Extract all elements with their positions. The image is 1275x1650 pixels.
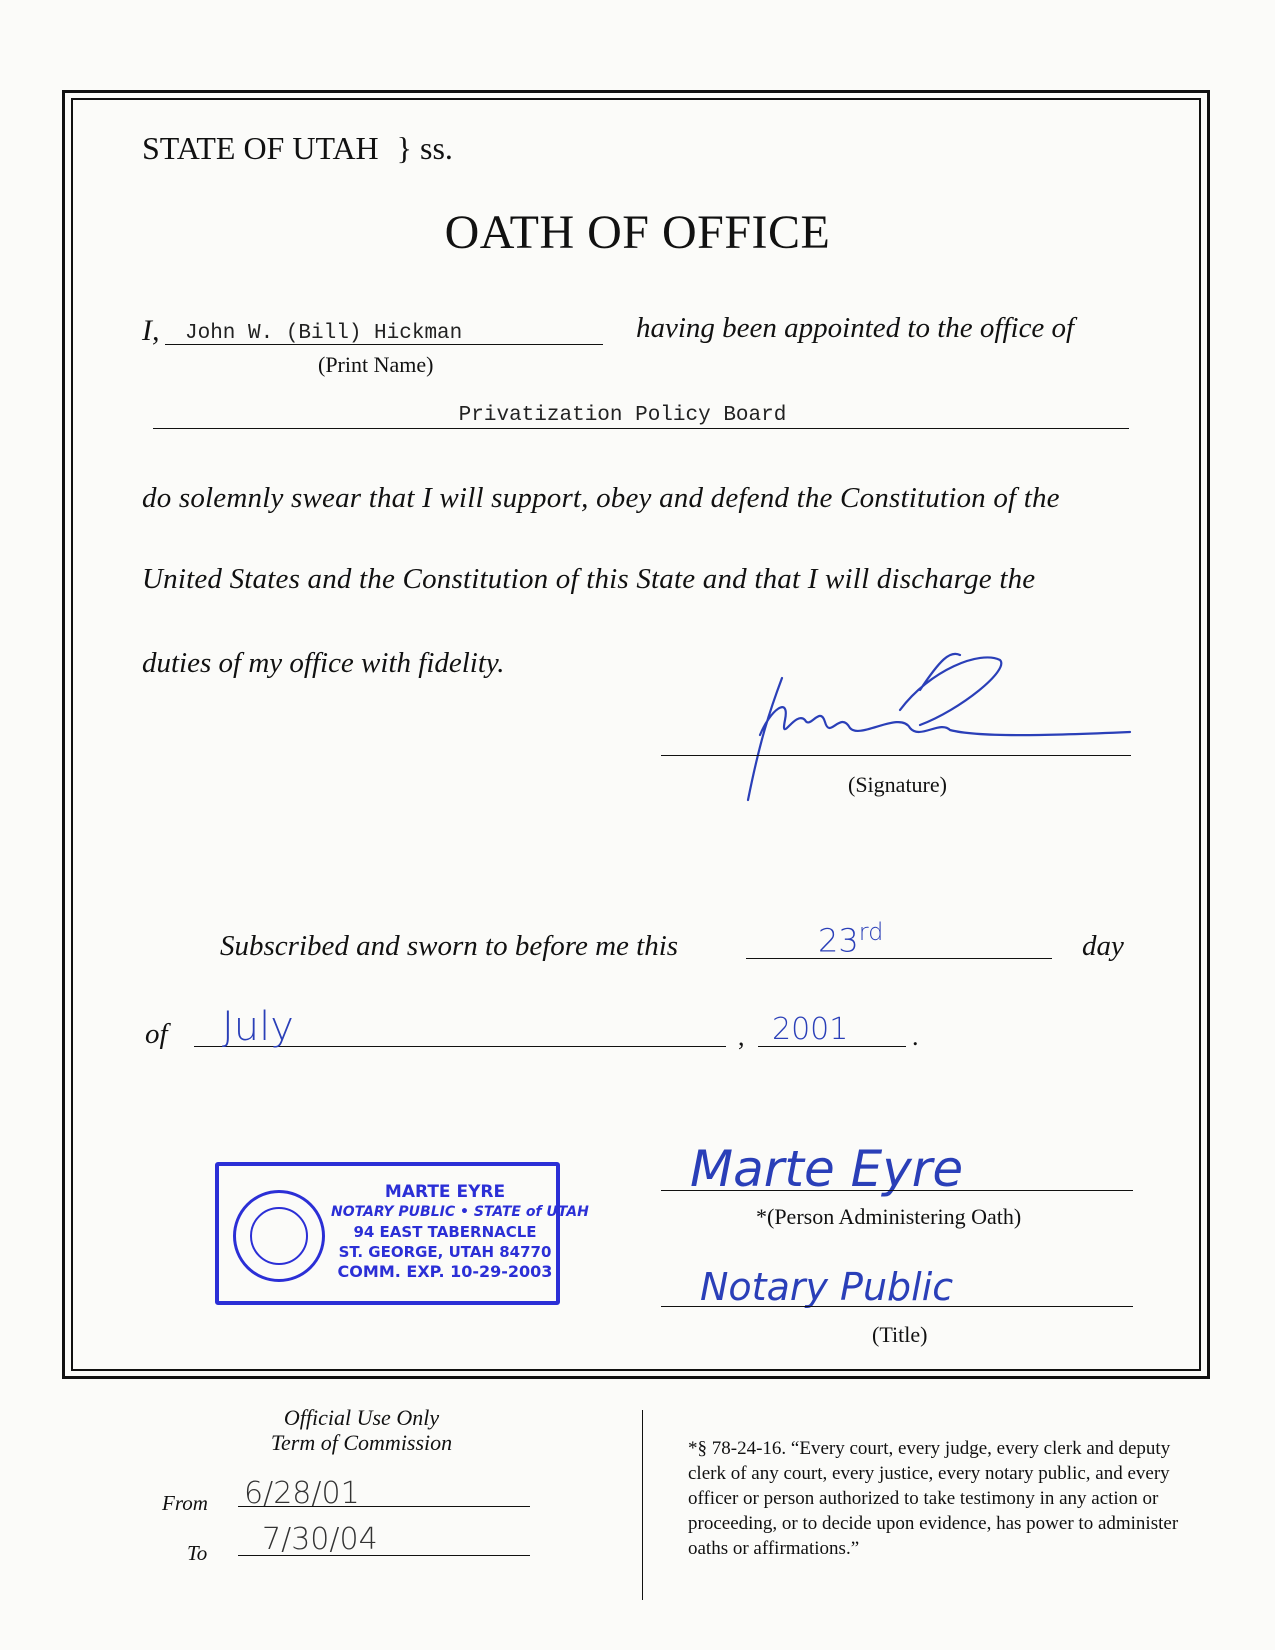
administrator-line[interactable] xyxy=(661,1180,1133,1191)
footer-divider xyxy=(642,1410,643,1600)
title-caption: (Title) xyxy=(872,1322,928,1347)
year-period: . xyxy=(912,1022,919,1051)
subscribed-text: Subscribed and sworn to before me this xyxy=(220,930,679,962)
stamp-line: COMM. EXP. 10-29-2003 xyxy=(337,1262,553,1281)
i-prefix: I, xyxy=(142,314,160,347)
of-word: of xyxy=(145,1018,168,1050)
stamp-line: 94 EAST TABERNACLE xyxy=(353,1223,537,1241)
signature-line[interactable] xyxy=(661,745,1131,756)
administrator-handwritten-title: Notary Public xyxy=(700,1265,954,1309)
to-label: To xyxy=(187,1541,208,1565)
stamp-line: ST. GEORGE, UTAH 84770 xyxy=(338,1243,552,1261)
from-value: 6/28/01 xyxy=(244,1476,360,1511)
month-value: July xyxy=(222,1004,294,1050)
title-line[interactable] xyxy=(661,1296,1133,1307)
ss-label: } ss. xyxy=(396,130,453,166)
state-label: STATE OF UTAH xyxy=(142,130,379,166)
day-word: day xyxy=(1082,930,1124,962)
stamp-line: MARTE EYRE xyxy=(384,1182,506,1202)
to-value: 7/30/04 xyxy=(262,1522,378,1557)
print-name-value: John W. (Bill) Hickman xyxy=(185,322,463,345)
state-seal xyxy=(233,1190,325,1282)
oath-line-1: do solemnly swear that I will support, obey and defend the Constitution of the xyxy=(142,482,1060,514)
oath-line-3: duties of my office with fidelity. xyxy=(142,647,505,679)
signature-caption: (Signature) xyxy=(848,772,947,797)
day-number: 23 xyxy=(818,921,859,960)
year-value: 2001 xyxy=(772,1012,849,1047)
official-use-heading: Official Use Only xyxy=(283,1405,440,1430)
from-label: From xyxy=(162,1491,208,1515)
month-comma: , xyxy=(738,1022,745,1051)
day-line[interactable] xyxy=(746,928,1052,959)
state-seal-center xyxy=(250,1207,308,1265)
document-title: OATH OF OFFICE xyxy=(444,206,831,259)
stamp-text xyxy=(331,1182,589,1282)
notary-stamp xyxy=(215,1162,589,1305)
statute-text: *§ 78-24-16. “Every court, every judge, every clerk and deputy clerk of any court, every justice, every notary public, and every officer or person authorized to take testimony in any action or proceeding, or to decide upon evidence, has power to administer oaths or affirmations.” xyxy=(688,1438,1179,1559)
print-name-caption: (Print Name) xyxy=(318,352,434,377)
term-heading: Term of Commission xyxy=(270,1430,453,1455)
state-heading xyxy=(142,130,453,167)
day-suffix: rd xyxy=(858,918,884,946)
administrator-caption: *(Person Administering Oath) xyxy=(756,1204,1022,1229)
appointed-text: having been appointed to the office of xyxy=(636,312,1075,344)
oath-line-2: United States and the Constitution of this State and that I will discharge the xyxy=(142,563,1036,595)
office-value: Privatization Policy Board xyxy=(458,404,787,427)
stamp-line: NOTARY PUBLIC • STATE of UTAH xyxy=(331,1204,589,1220)
administrator-handwritten-name: Marte Eyre xyxy=(690,1140,964,1198)
day-value xyxy=(818,918,883,960)
